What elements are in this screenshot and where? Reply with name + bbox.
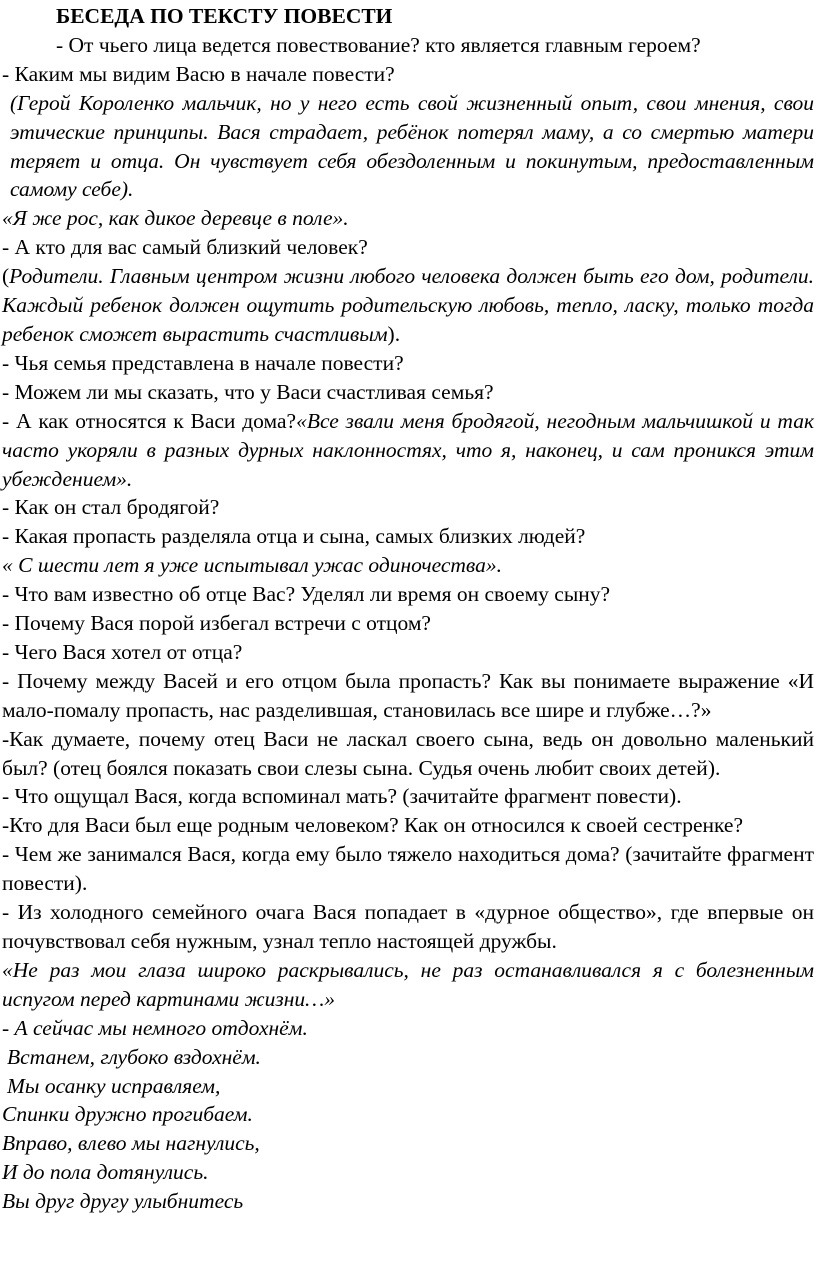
exercise-line-2: Мы осанку исправляем, (7, 1073, 221, 1098)
question-attitude-at-home (2, 407, 814, 494)
quote-vagabond: «Все звали меня бродягой, негодным мальчишкой и так часто укоряли в разных дурных наклонностях, что я, наконец, и сам проникся этим убеждением». (2, 408, 814, 491)
paren-close: ). (387, 321, 401, 346)
quote-eyes-opened: «Не раз мои глаза широко раскрывались, не раз останавливался я с болезненным испугом перед картинами жизни…» (2, 957, 814, 1011)
document-title: БЕСЕДА ПО ТЕКСТУ ПОВЕСТИ (56, 4, 393, 28)
question-father: - Что вам известно об отце Вас? Уделял ли время он своему сыну? (2, 582, 611, 607)
paren-open: ( (2, 264, 10, 289)
answer-hero-description: (Герой Короленко мальчик, но у него есть свой жизненный опыт, свои мнения, свои этические принципы. Вася страдает, ребёнок потерял маму, а со смертью матери теряет и отца. Он чувствует себя обездоленным и покинутым, предоставленным самому себе). (10, 90, 814, 202)
question-father-no-caress: -Как думаете, почему отец Васи не ласкал своего сына, ведь он довольно маленький был? (отец боялся показать свои слезы сына. Судья очень любит своих детей). (2, 726, 814, 780)
answer-parents (2, 262, 814, 349)
question-avoid-father: - Почему Вася порой избегал встречи с отцом? (2, 611, 431, 636)
question-sister: -Кто для Васи был еще родным человеком? Как он относился к своей сестренке? (2, 813, 744, 838)
answer-parents-text: Родители. Главным центром жизни любого человека должен быть его дом, родители. Каждый ребенок должен ощутить родительскую любовь, тепло, ласку, только тогда ребенок сможет вырастить счастливым (2, 264, 814, 346)
quote-loneliness: « С шести лет я уже испытывал ужас одиночества». (2, 553, 502, 578)
question-abyss-meaning: - Почему между Васей и его отцом была пропасть? Как вы понимаете выражение «И мало-помалу пропасть, нас разделившая, становилась все шире и глубже…?» (2, 668, 814, 722)
exercise-intro: - А сейчас мы немного отдохнём. (2, 1015, 308, 1040)
question-want-from-father: - Чего Вася хотел от отца? (2, 639, 243, 664)
exercise-line-1: Встанем, глубоко вздохнём. (7, 1044, 261, 1069)
exercise-line-3: Спинки дружно прогибаем. (2, 1102, 253, 1127)
question-happy-family: - Можем ли мы сказать, что у Васи счастливая семья? (2, 379, 494, 404)
question-closest-person: - А кто для вас самый близкий человек? (2, 235, 368, 260)
question-attitude-text: - А как относятся к Васи дома? (2, 408, 297, 433)
exercise-line-4: Вправо, влево мы нагнулись, (2, 1131, 260, 1156)
question-narrator: - От чьего лица ведется повествование? кто является главным героем? (56, 32, 701, 57)
question-activities: - Чем же занимался Вася, когда ему было тяжело находиться дома? (зачитайте фрагмент повести). (2, 842, 814, 896)
question-became-vagabond: - Как он стал бродягой? (2, 495, 220, 520)
statement-bad-company: - Из холодного семейного очага Вася попадает в «дурное общество», где впервые он почувствовал себя нужным, узнал тепло настоящей дружбы. (2, 900, 814, 953)
exercise-line-6: Вы друг другу улыбнитесь (2, 1189, 244, 1214)
exercise-line-5: И до пола дотянулись. (2, 1160, 209, 1185)
question-vasya-beginning: - Каким мы видим Васю в начале повести? (2, 61, 395, 86)
question-abyss: - Какая пропасть разделяла отца и сына, самых близких людей? (2, 524, 586, 549)
question-mother-memory: - Что ощущал Вася, когда вспоминал мать? (зачитайте фрагмент повести). (2, 784, 682, 809)
quote-wild-tree: «Я же рос, как дикое деревце в поле». (2, 206, 349, 231)
question-family: - Чья семья представлена в начале повести? (2, 350, 404, 375)
